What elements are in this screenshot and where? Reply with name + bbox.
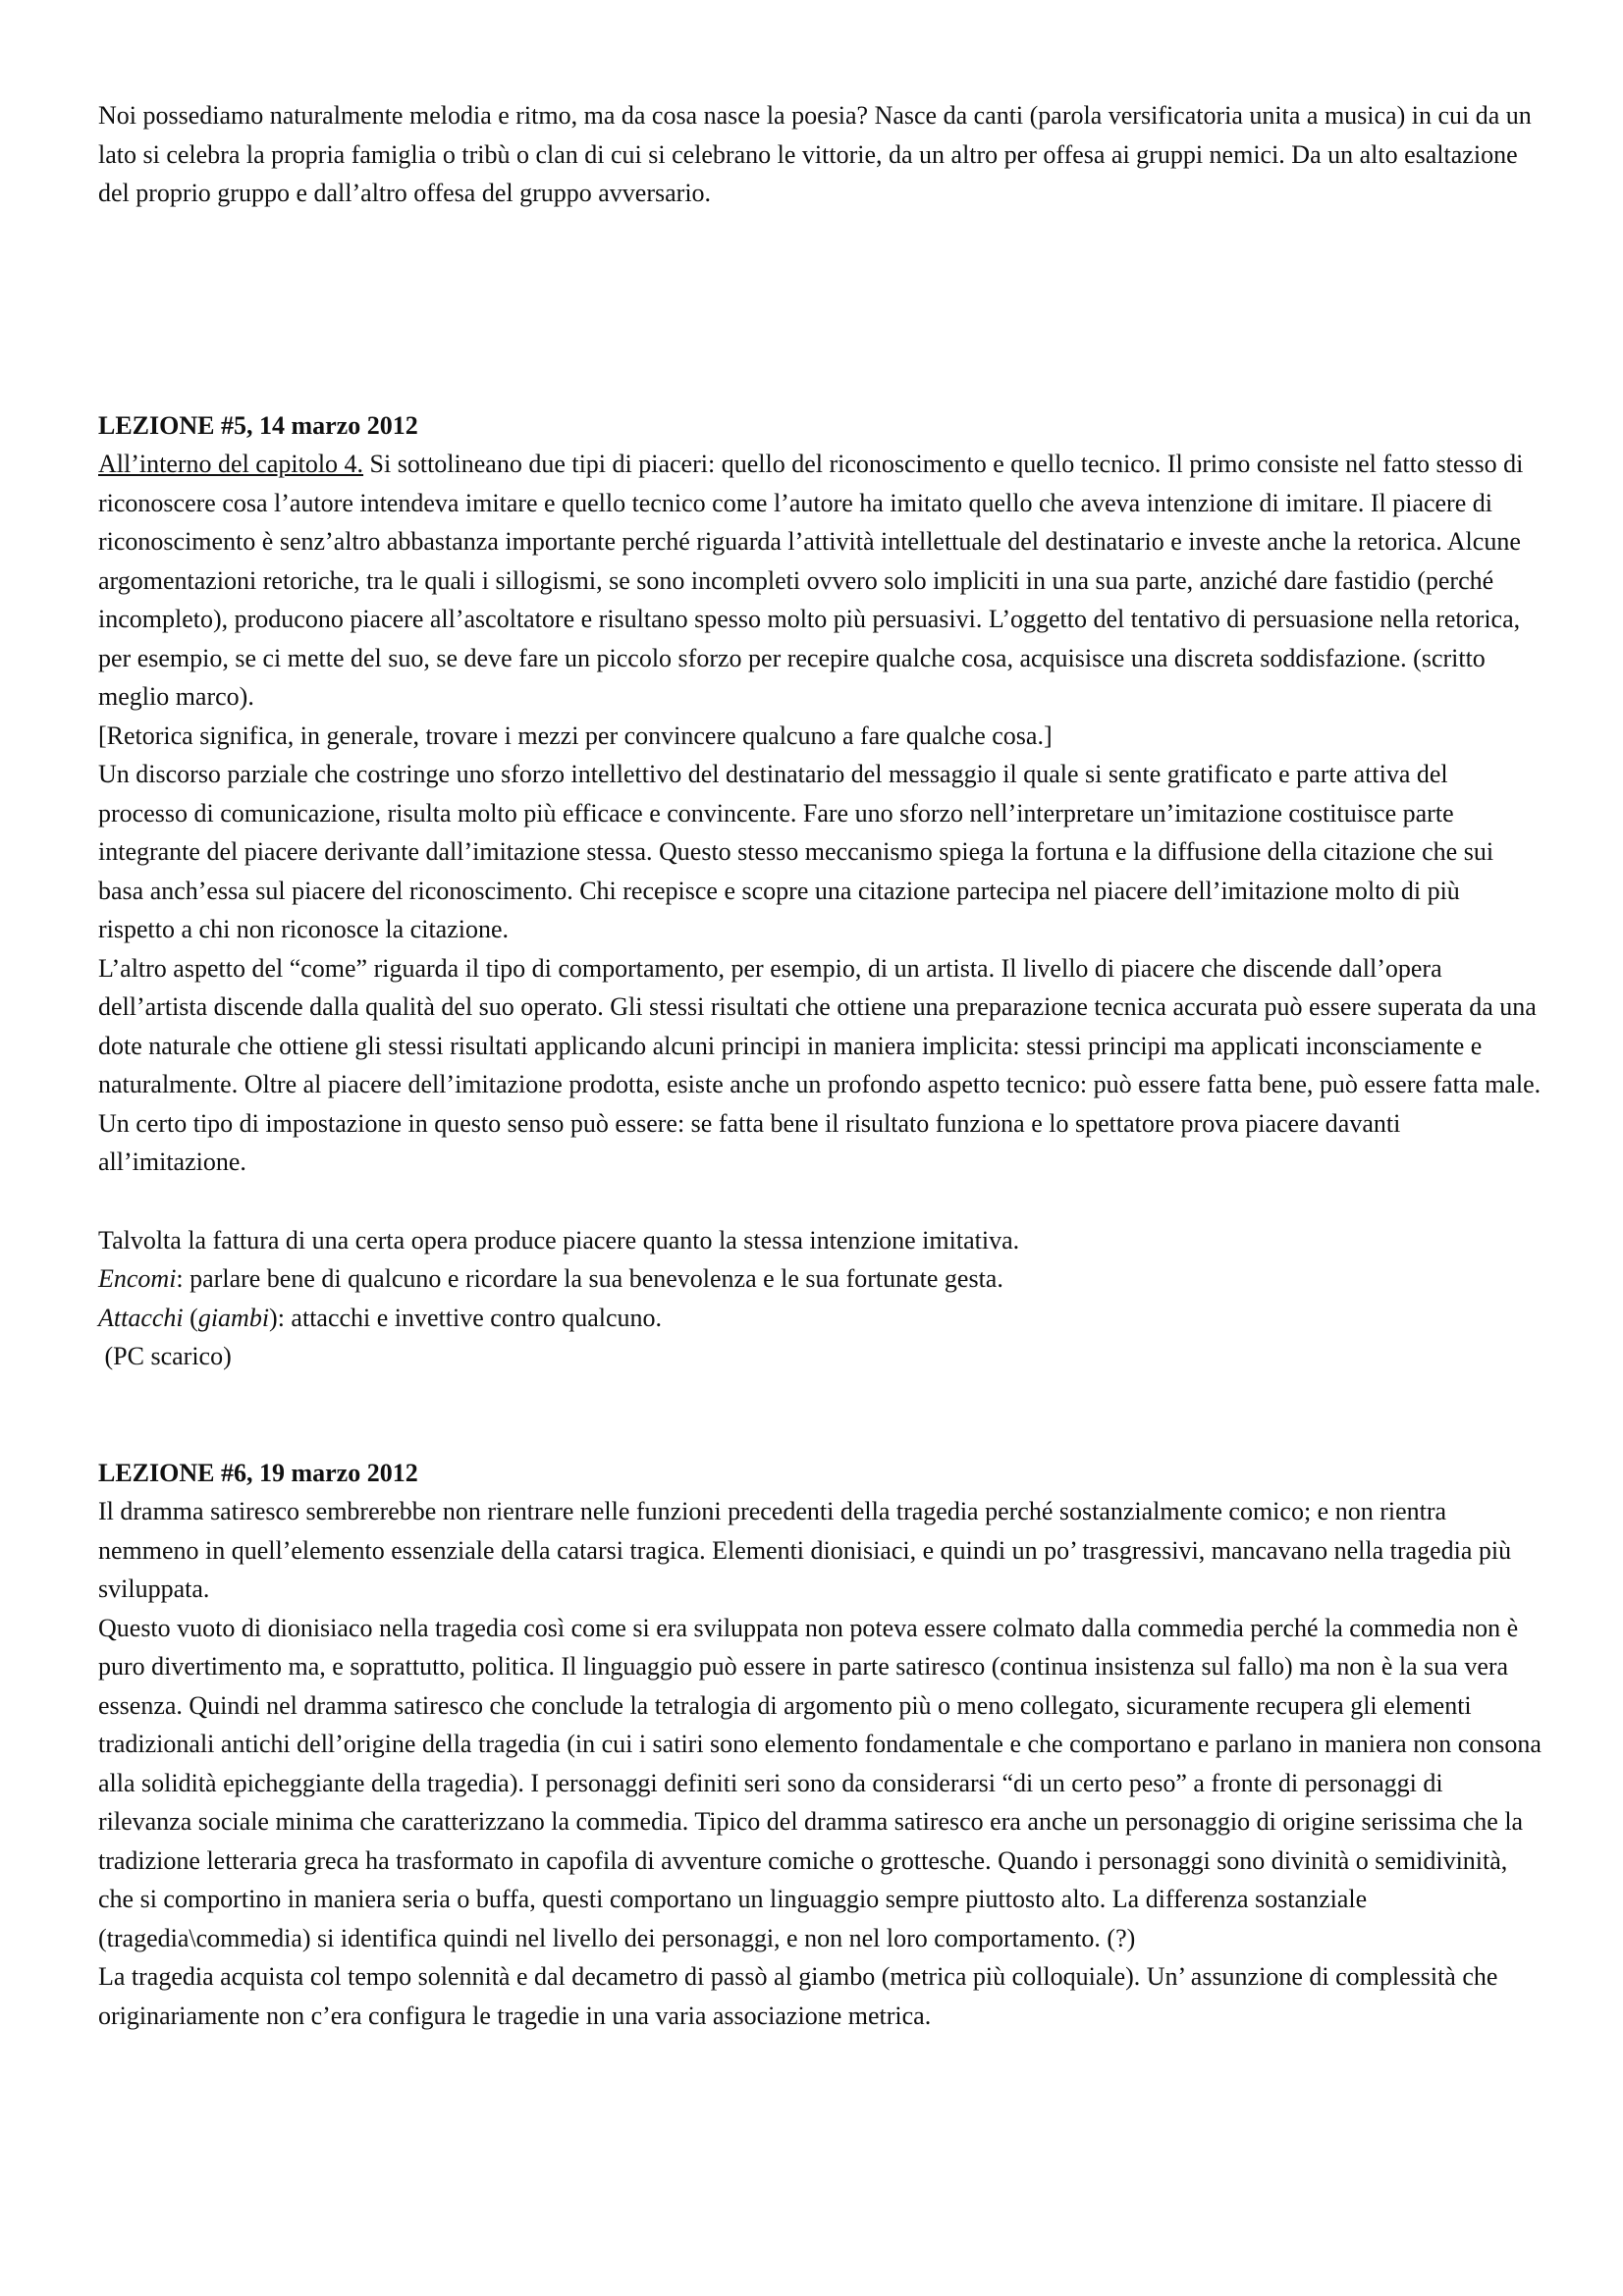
lesson6-paragraph-1: Il dramma satiresco sembrerebbe non rientrare nelle funzioni precedenti della tragedia perché sostanzialmente comico; e non rientra nemmeno in quell’elemento essenziale della catarsi tragica. Elementi dionisiaci, e quindi un po’ trasgressivi, mancavano nella tragedia più sviluppata. (98, 1497, 1512, 1603)
chapter-reference: All’interno del capitolo 4. (98, 450, 364, 478)
encomi-text: : parlare bene di qualcuno e ricordare la sua benevolenza e le sua fortunate gesta. (176, 1264, 1003, 1293)
lesson6-paragraph-2: Questo vuoto di dionisiaco nella tragedia così come si era sviluppata non poteva essere colmato dalla commedia perché la commedia non è puro divertimento ma, e soprattutto, politica. Il linguaggio può essere in parte satiresco (continua insistenza sul fallo) ma non è la sua vera essenza. Quindi nel dramma satiresco che conclude la tetralogia di argomento più o meno collegato, sicuramente recupera gli elementi tradizionali antichi dell’origine della tragedia (in cui i satiri sono elemento fondamentale e che comportano e parlano in maniera non consona alla solidità epicheggiante della tragedia). I personaggi definiti seri sono da considerarsi “di un certo peso” a fronte di personaggi di rilevanza sociale minima che caratterizzano la commedia. Tipico del dramma satiresco era anche un personaggio di origine serissima che la tradizione letteraria greca ha trasformato in capofila di avventure comiche o grottesche. Quando i personaggi sono divinità o semidivinità, che si comportino in maniera seria o buffa, questi comportano un linguaggio sempre piuttosto alto. La differenza sostanziale (tragedia\commedia) si identifica quindi nel livello dei personaggi, e non nel loro comportamento. (?) (98, 1613, 1542, 1952)
lesson6-paragraph-3: La tragedia acquista col tempo solennità e dal decametro di passò al giambo (metrica più colloquiale). Un’ assunzione di complessità che originariamente non c’era configura le tragedie in una varia associazione metrica. (98, 1962, 1498, 2030)
lesson5-note: (PC scarico) (98, 1342, 232, 1370)
lesson6-heading: LEZIONE #6, 19 marzo 2012 (98, 1458, 418, 1487)
lesson5-paragraph-1-text: Si sottolineano due tipi di piaceri: quello del riconoscimento e quello tecnico. Il primo consiste nel fatto stesso di riconoscere cosa l’autore intendeva imitare e quello tecnico come l’autore ha imitato quello che aveva intenzione di imitare. Il piacere di riconoscimento è senz’altro abbastanza importante perché riguarda l’attività intellettuale del destinatario e investe anche la retorica. Alcune argomentazioni retoriche, tra le quali i sillogismi, se sono incompleti ovvero solo impliciti in una sua parte, anziché dare fastidio (perché incompleto), producono piacere all’ascoltatore e risultano spesso molto più persuasivi. L’oggetto del tentativo di persuasione nella retorica, per esempio, se ci mette del suo, se deve fare un piccolo sforzo per recepire qualche cosa, acquisisce una discreta soddisfazione. (scritto meglio marco). (98, 450, 1524, 711)
document-page (98, 96, 1542, 2035)
attacchi-definition (98, 1299, 1542, 1338)
giambi-term: giambi (197, 1303, 270, 1332)
lesson5-paragraph-2: [Retorica significa, in generale, trovare i mezzi per convincere qualcuno a fare qualche cosa.] (98, 721, 1053, 750)
intro-paragraph: Noi possediamo naturalmente melodia e ritmo, ma da cosa nasce la poesia? Nasce da canti (parola versificatoria unita a musica) in cui da un lato si celebra la propria famiglia o tribù o clan di cui si celebrano le vittorie, da un altro per offesa ai gruppi nemici. Da un alto esaltazione del proprio gruppo e dall’altro offesa del gruppo avversario. (98, 101, 1532, 207)
lesson5-paragraph-1 (98, 445, 1542, 717)
lesson5-paragraph-3: Un discorso parziale che costringe uno sforzo intellettivo del destinatario del messaggio il quale si sente gratificato e parte attiva del processo di comunicazione, risulta molto più efficace e convincente. Fare uno sforzo nell’interpretare un’imitazione costituisce parte integrante del piacere derivante dall’imitazione stessa. Questo stesso meccanismo spiega la fortuna e la diffusione della citazione che sui basa anch’essa sul piacere del riconoscimento. Chi recepisce e scopre una citazione partecipa nel piacere dell’imitazione molto di più rispetto a chi non riconosce la citazione. (98, 760, 1494, 943)
lesson5-heading: LEZIONE #5, 14 marzo 2012 (98, 410, 418, 440)
encomi-term: Encomi (98, 1264, 177, 1293)
spacer (98, 1376, 1542, 1454)
lesson5-paragraph-4: L’altro aspetto del “come” riguarda il tipo di comportamento, per esempio, di un artista. Il livello di piacere che discende dall’opera dell’artista discende dalla qualità del suo operato. Gli stessi risultati che ottiene una preparazione tecnica accurata può essere superata da una dote naturale che ottiene gli stessi risultati applicando alcuni principi in maniera implicita: stessi principi ma applicati inconsciamente e naturalmente. Oltre al piacere dell’imitazione prodotta, esiste anche un profondo aspetto tecnico: può essere fatta bene, può essere fatta male. Un certo tipo di impostazione in questo senso può essere: se fatta bene il risultato funziona e lo spettatore prova piacere davanti all’imitazione. (98, 953, 1542, 1176)
attacchi-text: ): attacchi e invettive contro qualcuno. (269, 1303, 662, 1332)
lesson5-paragraph-5: Talvolta la fattura di una certa opera produce piacere quanto la stessa intenzione imitativa. (98, 1225, 1020, 1255)
attacchi-open: ( (183, 1303, 198, 1332)
spacer (98, 213, 1542, 406)
encomi-definition (98, 1259, 1542, 1299)
attacchi-term: Attacchi (98, 1303, 184, 1332)
spacer (98, 1182, 1542, 1221)
